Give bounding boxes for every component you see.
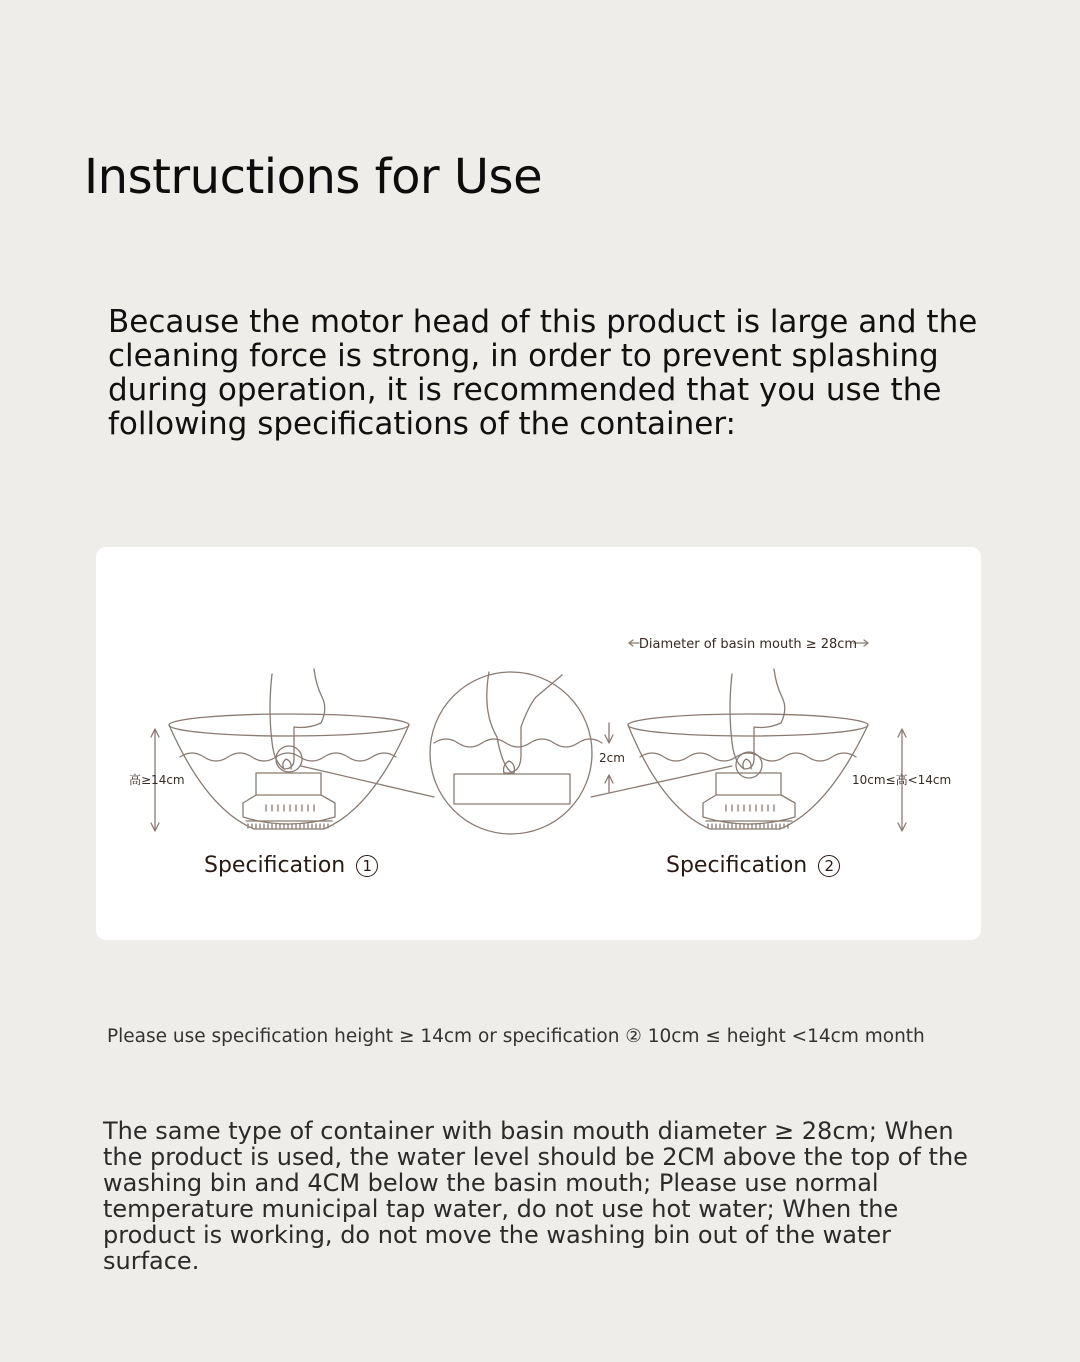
diameter-label: Diameter of basin mouth ≥ 28cm	[638, 637, 858, 652]
diagram-card	[96, 547, 981, 940]
usage-details: The same type of container with basin mouth diameter ≥ 28cm; When the product is used, the water level should be 2CM above the top of the washing bin and 4CM below the basin mouth; Please use normal temperature municipal tap water, do not use hot water; When the product is working, do not move the washing bin out of the water surface.	[103, 1117, 968, 1275]
intro-paragraph: Because the motor head of this product is large and the cleaning force is strong, in order to prevent splashing during operation, it is recommended that you use the following specifications of the container:	[108, 304, 978, 442]
spec-1-text: Specification	[204, 853, 346, 878]
container-diagram	[96, 547, 981, 940]
height-label-spec-2: 10cm≤高<14cm	[852, 773, 952, 787]
basin-left-illustration	[151, 669, 409, 831]
magnified-detail-illustration	[301, 672, 732, 834]
spec-1-number: 1	[356, 855, 378, 877]
spec-2-number: 2	[818, 855, 840, 877]
water-gap-label: 2cm	[599, 751, 625, 765]
spec-2-text: Specification	[666, 853, 808, 878]
height-label-spec-1: 高≥14cm	[129, 773, 185, 787]
spec-2-label	[666, 853, 840, 878]
spec-note: Please use specification height ≥ 14cm or specification ② 10cm ≤ height <14cm month	[107, 1026, 925, 1047]
basin-right-illustration	[628, 640, 906, 831]
spec-1-label	[204, 853, 378, 878]
page-title: Instructions for Use	[84, 149, 543, 205]
